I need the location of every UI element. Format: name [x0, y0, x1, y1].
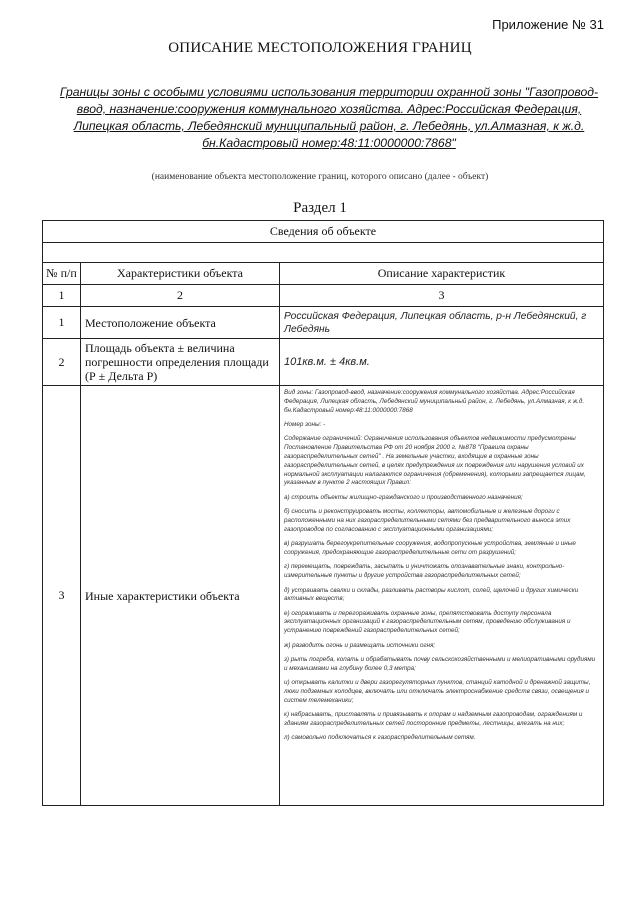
section-title: Раздел 1: [293, 200, 347, 216]
description-paragraph: б) сносить и реконструировать мосты, коллекторы, автомобильные и железные дороги с расположенными на них газораспределительными сетями без предварительного выноса этих газопроводов по согласованию с эксплуатационными организациями;: [284, 508, 571, 533]
table-row: [43, 307, 604, 339]
column-index: 3: [280, 285, 604, 307]
column-header-row: [43, 263, 604, 285]
row-characteristic: Местоположение объекта: [81, 307, 280, 339]
object-info-table: [42, 220, 604, 806]
table-row: [43, 386, 604, 806]
description-paragraph: е) огораживать и перегораживать охранные зоны, препятствовать доступу персонала эксплуатационных организаций к газораспределительным сетям, проведению обслуживания и устранению повреждений газораспределительных сетей;: [284, 609, 571, 635]
appendix-number: Приложение № 31: [492, 17, 604, 32]
table-header: Сведения об объекте: [43, 221, 604, 243]
row-number: 2: [43, 339, 81, 386]
description-paragraph: а) строить объекты жилищно-гражданского и производственного назначения;: [284, 493, 523, 501]
description-paragraph: в) разрушать берегоукрепительные сооружения, водопропускные устройства, земляные и иные сооружения, предохраняющие газораспределительные сети от разрушений;: [284, 540, 576, 556]
object-name-caption: (наименование объекта местоположение границ, которого описано (далее - объект): [151, 172, 489, 182]
document-title: ОПИСАНИЕ МЕСТОПОЛОЖЕНИЯ ГРАНИЦ: [168, 40, 472, 56]
column-header-characteristic: Характеристики объекта: [81, 263, 280, 285]
table-spacer-cell: [43, 243, 604, 263]
column-index: 2: [81, 285, 280, 307]
table-header-row: [43, 221, 604, 243]
description-paragraph: д) устраивать свалки и склады, разливать растворы кислот, солей, щелочей и других химически активных веществ;: [284, 586, 579, 603]
table-spacer-row: [43, 243, 604, 263]
description-paragraph: и) открывать калитки и двери газорегуляторных пунктов, станций катодной и дренажной защиты, люки подземных колодцев, включать или отключать электроснабжение средств связи, освещения и систем телемеханики;: [284, 679, 591, 704]
column-index-row: [43, 285, 604, 307]
column-header-number: № п/п: [43, 263, 81, 285]
description-paragraph: к) набрасывать, приставлять и привязывать к опорам и надземным газопроводам, ограждениям и зданиям газораспределительных сетей посторонние предметы, лестницы, влезать на них;: [284, 711, 583, 728]
other-characteristics-description: [280, 386, 604, 806]
column-header-description: Описание характеристик: [280, 263, 604, 285]
description-paragraph: Номер зоны: -: [284, 420, 326, 428]
row-number: 1: [43, 307, 81, 339]
row-characteristic: Иные характеристики объекта: [81, 386, 280, 806]
description-paragraph: г) перемещать, повреждать, засыпать и уничтожать опознавательные знаки, контрольно-измерительные пункты и другие устройства газораспределительных сетей;: [284, 563, 565, 580]
object-name: Границы зоны с особыми условиями использования территории охранной зоны "Газопровод-ввод, назначение:сооружения коммунального хозяйства. Адрес:Российская Федерация, Липецкая область, Лебедянский муниципальный район, г. Лебедянь, ул.Алмазная, к ж.д. бн.Кадастровый номер:48:11:0000000:7868": [59, 85, 599, 150]
row-number: 3: [43, 386, 81, 806]
table-row: [43, 339, 604, 386]
row-value: Российская Федерация, Липецкая область, р-н Лебедянский, г Лебедянь: [280, 307, 604, 339]
row-value: 101кв.м. ± 4кв.м.: [280, 339, 604, 386]
column-index: 1: [43, 285, 81, 307]
row-characteristic: Площадь объекта ± величина погрешности определения площади (Р ± Дельта Р): [81, 339, 280, 386]
description-paragraph: ж) разводить огонь и размещать источники огня;: [284, 641, 436, 649]
description-paragraph: л) самовольно подключаться к газораспределительным сетям.: [284, 734, 476, 742]
description-paragraph: Вид зоны: Газопровод-ввод, назначение:сооружения коммунального хозяйства. Адрес:Российская Федерация, Липецкая область, Лебедянский муниципальный район, г. Лебедянь, ул.Алмазная, к ж.д. бн.Кадастровый номер:48:11:0000000:7868: [284, 389, 585, 414]
description-paragraph: Содержание ограничений: Ограничения использования объектов недвижимости предусмотрены Постановление Правительства РФ от 20 ноября 2000 г. №878 "Правила охраны газораспределительных сетей" . На земельные участки, входящие в охранные зоны газораспределительных сетей, в целях предупреждения их повреждения или нарушения условий их нормальной эксплуатации налагаются ограничения (обременения), которыми запрещается лицам, указанным в пункте 2 настоящих Правил:: [284, 435, 586, 487]
description-paragraph: з) рыть погреба, копать и обрабатывать почву сельскохозяйственными и мелиоративными орудиями и механизмами на глубину более 0,3 метра;: [284, 656, 596, 672]
